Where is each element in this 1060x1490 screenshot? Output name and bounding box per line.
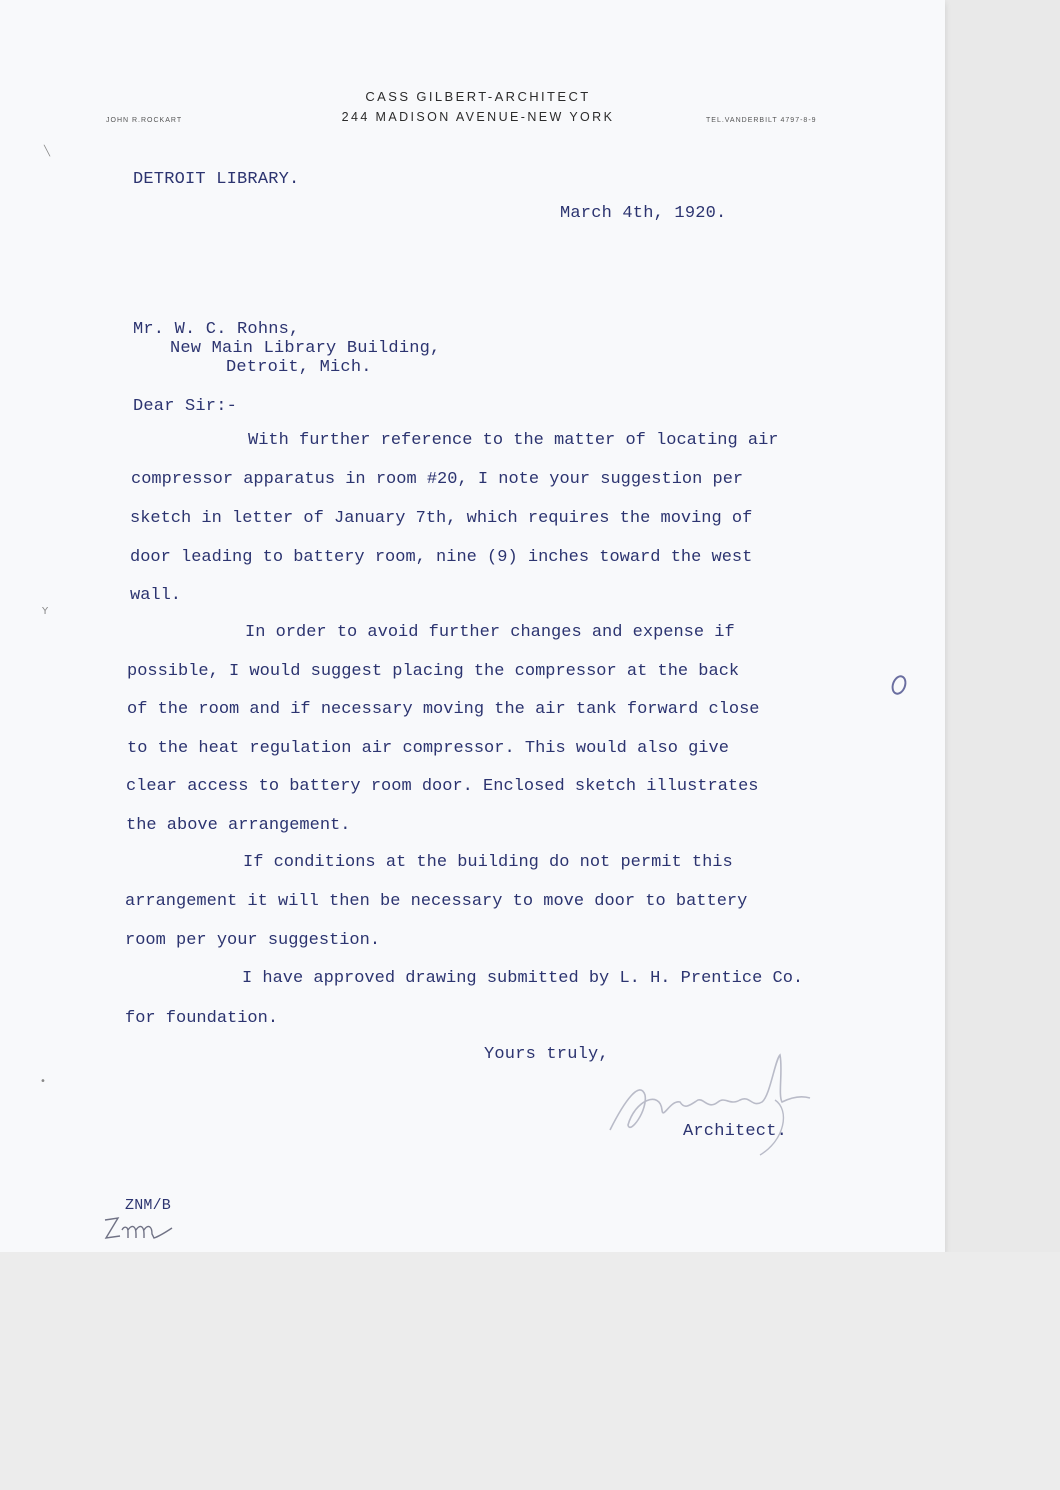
- letter-date: March 4th, 1920.: [560, 204, 727, 223]
- letterhead-address: 244 MADISON AVENUE-NEW YORK: [341, 110, 615, 124]
- paragraph-line: room per your suggestion.: [125, 931, 381, 950]
- paragraph-line: of the room and if necessary moving the air tank forward close: [127, 700, 760, 719]
- closing: Yours truly,: [484, 1045, 609, 1064]
- handwritten-signature-icon: [600, 1040, 830, 1160]
- addressee-line-2: New Main Library Building,: [170, 339, 441, 358]
- paragraph-line: possible, I would suggest placing the compressor at the back: [127, 662, 740, 681]
- paragraph-line: In order to avoid further changes and expense if: [245, 623, 735, 642]
- paragraph-line: I have approved drawing submitted by L. H. Prentice Co.: [242, 969, 804, 988]
- punch-mark-icon: •: [40, 1076, 46, 1087]
- handwritten-initials-icon: [100, 1208, 180, 1253]
- paragraph-line: door leading to battery room, nine (9) inches toward the west: [130, 548, 753, 567]
- paragraph-line: arrangement it will then be necessary to move door to battery: [125, 892, 748, 911]
- paragraph-line: sketch in letter of January 7th, which requires the moving of: [130, 509, 753, 528]
- salutation: Dear Sir:-: [133, 397, 238, 416]
- letterhead-firm: CASS GILBERT-ARCHITECT: [365, 89, 591, 104]
- punch-mark-icon: ╲: [44, 146, 51, 157]
- paragraph-line: for foundation.: [125, 1009, 279, 1028]
- letterhead-telephone: TEL.VANDERBILT 4797-8-9: [706, 117, 817, 124]
- paragraph-line: wall.: [130, 586, 182, 605]
- paragraph-line: With further reference to the matter of locating air: [248, 431, 779, 450]
- pencil-circle-mark-icon: [889, 673, 909, 697]
- signer-title: Architect.: [683, 1122, 788, 1141]
- addressee-line-3: Detroit, Mich.: [226, 358, 372, 377]
- paragraph-line: the above arrangement.: [126, 816, 351, 835]
- page-background-below: [0, 1252, 1060, 1490]
- letterhead-left-name: JOHN R.ROCKART: [106, 117, 183, 124]
- subject-line: DETROIT LIBRARY.: [133, 170, 300, 189]
- punch-mark-icon: Y: [42, 606, 49, 617]
- paragraph-line: compressor apparatus in room #20, I note your suggestion per: [131, 470, 744, 489]
- paragraph-line: clear access to battery room door. Enclosed sketch illustrates: [126, 777, 759, 796]
- addressee-line-1: Mr. W. C. Rohns,: [133, 320, 300, 339]
- paragraph-line: to the heat regulation air compressor. This would also give: [127, 739, 729, 758]
- paragraph-line: If conditions at the building do not permit this: [243, 853, 733, 872]
- typist-initials: ZNM/B: [125, 1197, 172, 1214]
